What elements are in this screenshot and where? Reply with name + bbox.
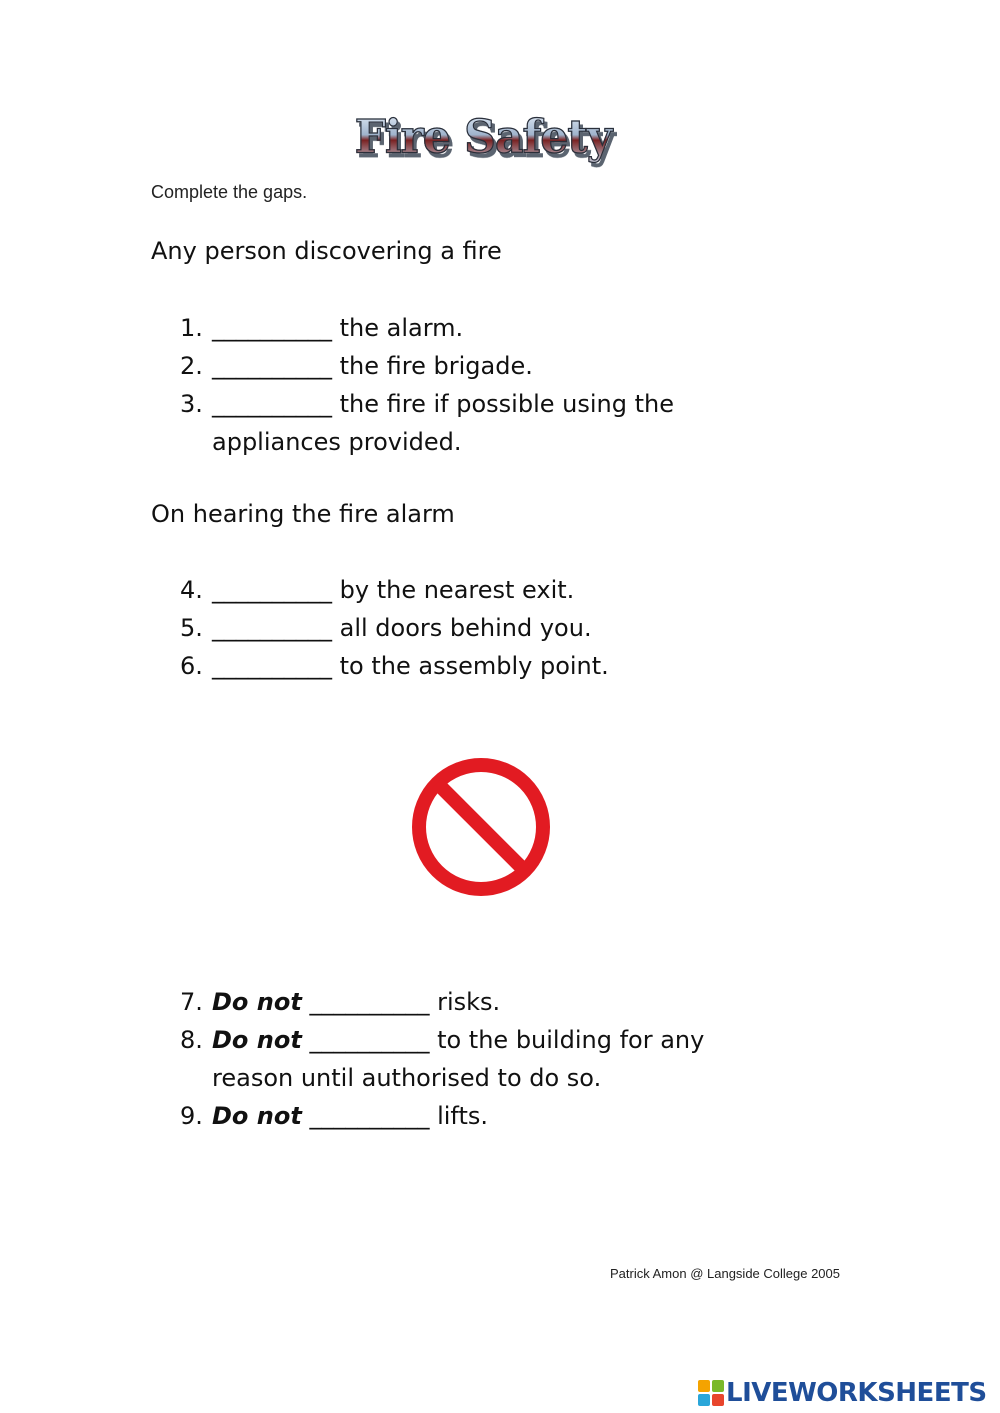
list-item <box>180 1021 800 1097</box>
gap-blank[interactable]: __________ <box>309 988 430 1016</box>
gap-blank[interactable]: __________ <box>212 614 332 642</box>
list-item <box>180 571 800 609</box>
liveworksheets-logo-icon <box>698 1380 724 1406</box>
do-not-label: Do not <box>212 1026 302 1054</box>
do-not-label: Do not <box>212 988 302 1016</box>
item-text: to the building for any reason until authorised to do so. <box>212 1026 705 1092</box>
item-number: 6. <box>180 652 203 680</box>
item-text: the alarm. <box>332 314 464 342</box>
item-number: 4. <box>180 576 203 604</box>
item-text: the fire if possible using the appliances provided. <box>212 390 674 456</box>
list-item <box>180 1097 800 1135</box>
list-item <box>180 347 800 385</box>
no-entry-sign-icon <box>410 756 552 898</box>
item-text: by the nearest exit. <box>332 576 575 604</box>
list-item <box>180 609 800 647</box>
gap-blank[interactable]: __________ <box>212 390 332 418</box>
section-heading-discovering: Any person discovering a fire <box>151 237 502 265</box>
item-number: 1. <box>180 314 203 342</box>
item-text: the fire brigade. <box>332 352 533 380</box>
list-item <box>180 309 800 347</box>
list-item <box>180 647 800 685</box>
item-text: lifts. <box>429 1102 488 1130</box>
item-text: to the assembly point. <box>332 652 609 680</box>
gap-blank[interactable]: __________ <box>212 652 332 680</box>
section-heading-alarm: On hearing the fire alarm <box>151 500 455 528</box>
liveworksheets-logo[interactable] <box>698 1376 987 1410</box>
item-text: risks. <box>429 988 501 1016</box>
author-credit: Patrick Amon @ Langside College 2005 <box>610 1266 841 1281</box>
instruction-text: Complete the gaps. <box>151 182 308 202</box>
item-number: 9. <box>180 1102 203 1130</box>
gap-blank[interactable]: __________ <box>309 1026 430 1054</box>
worksheet-title: Fire Safety <box>0 111 966 165</box>
gap-blank[interactable]: __________ <box>212 314 332 342</box>
gap-blank[interactable]: __________ <box>212 352 332 380</box>
do-not-label: Do not <box>212 1102 302 1130</box>
item-number: 5. <box>180 614 203 642</box>
gap-blank[interactable]: __________ <box>212 576 332 604</box>
item-number: 8. <box>180 1026 203 1054</box>
section3-list <box>180 983 800 1135</box>
section2-list <box>180 571 800 685</box>
item-number: 2. <box>180 352 203 380</box>
item-text: all doors behind you. <box>332 614 592 642</box>
brand-name: LIVEWORKSHEETS <box>726 1378 987 1408</box>
item-number: 3. <box>180 390 203 418</box>
section1-list <box>180 309 800 461</box>
gap-blank[interactable]: __________ <box>309 1102 430 1130</box>
list-item <box>180 385 800 461</box>
list-item <box>180 983 800 1021</box>
item-number: 7. <box>180 988 203 1016</box>
